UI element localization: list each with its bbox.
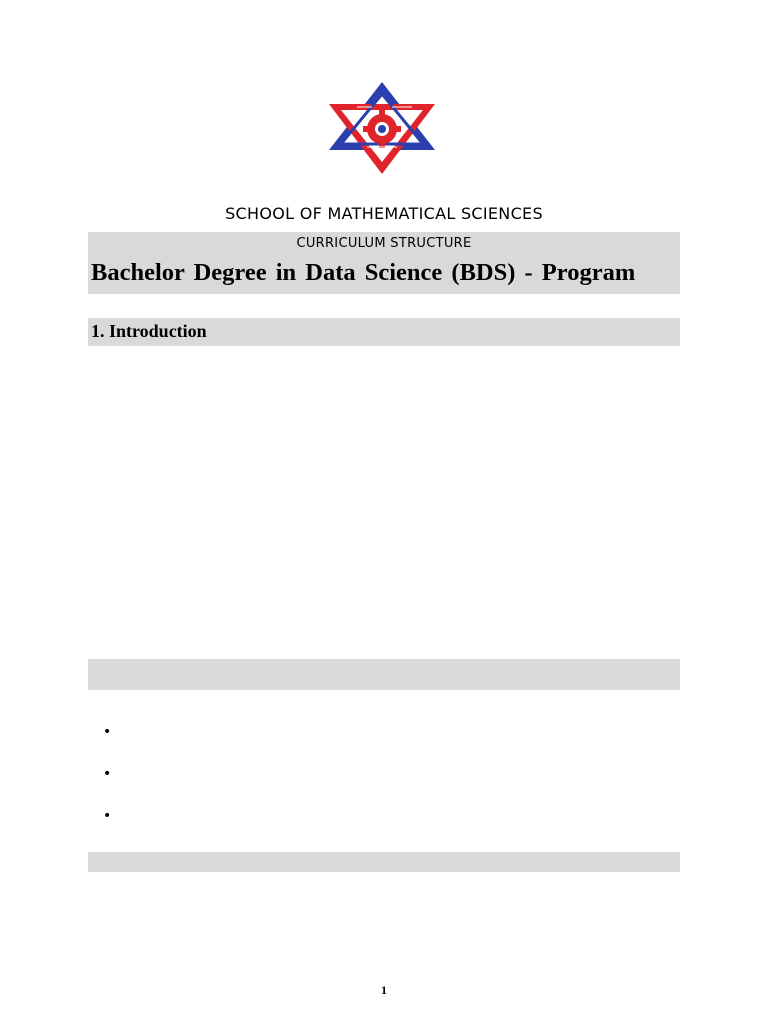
section-heading-introduction: 1. Introduction — [91, 321, 207, 341]
section-band-empty — [88, 659, 680, 690]
list-item-bullet: • — [103, 766, 112, 782]
section-band-empty — [88, 852, 680, 872]
school-name: SCHOOL OF MATHEMATICAL SCIENCES — [225, 204, 543, 223]
list-item-bullet: • — [103, 724, 112, 740]
curriculum-heading: CURRICULUM STRUCTURE — [296, 236, 472, 251]
program-title: Bachelor Degree in Data Science (BDS) - Program — [91, 259, 636, 286]
list-item-bullet: • — [103, 808, 112, 824]
page-number: 1 — [381, 983, 387, 997]
section-heading-band — [88, 318, 680, 346]
university-logo — [327, 80, 437, 176]
title-band — [88, 232, 680, 294]
